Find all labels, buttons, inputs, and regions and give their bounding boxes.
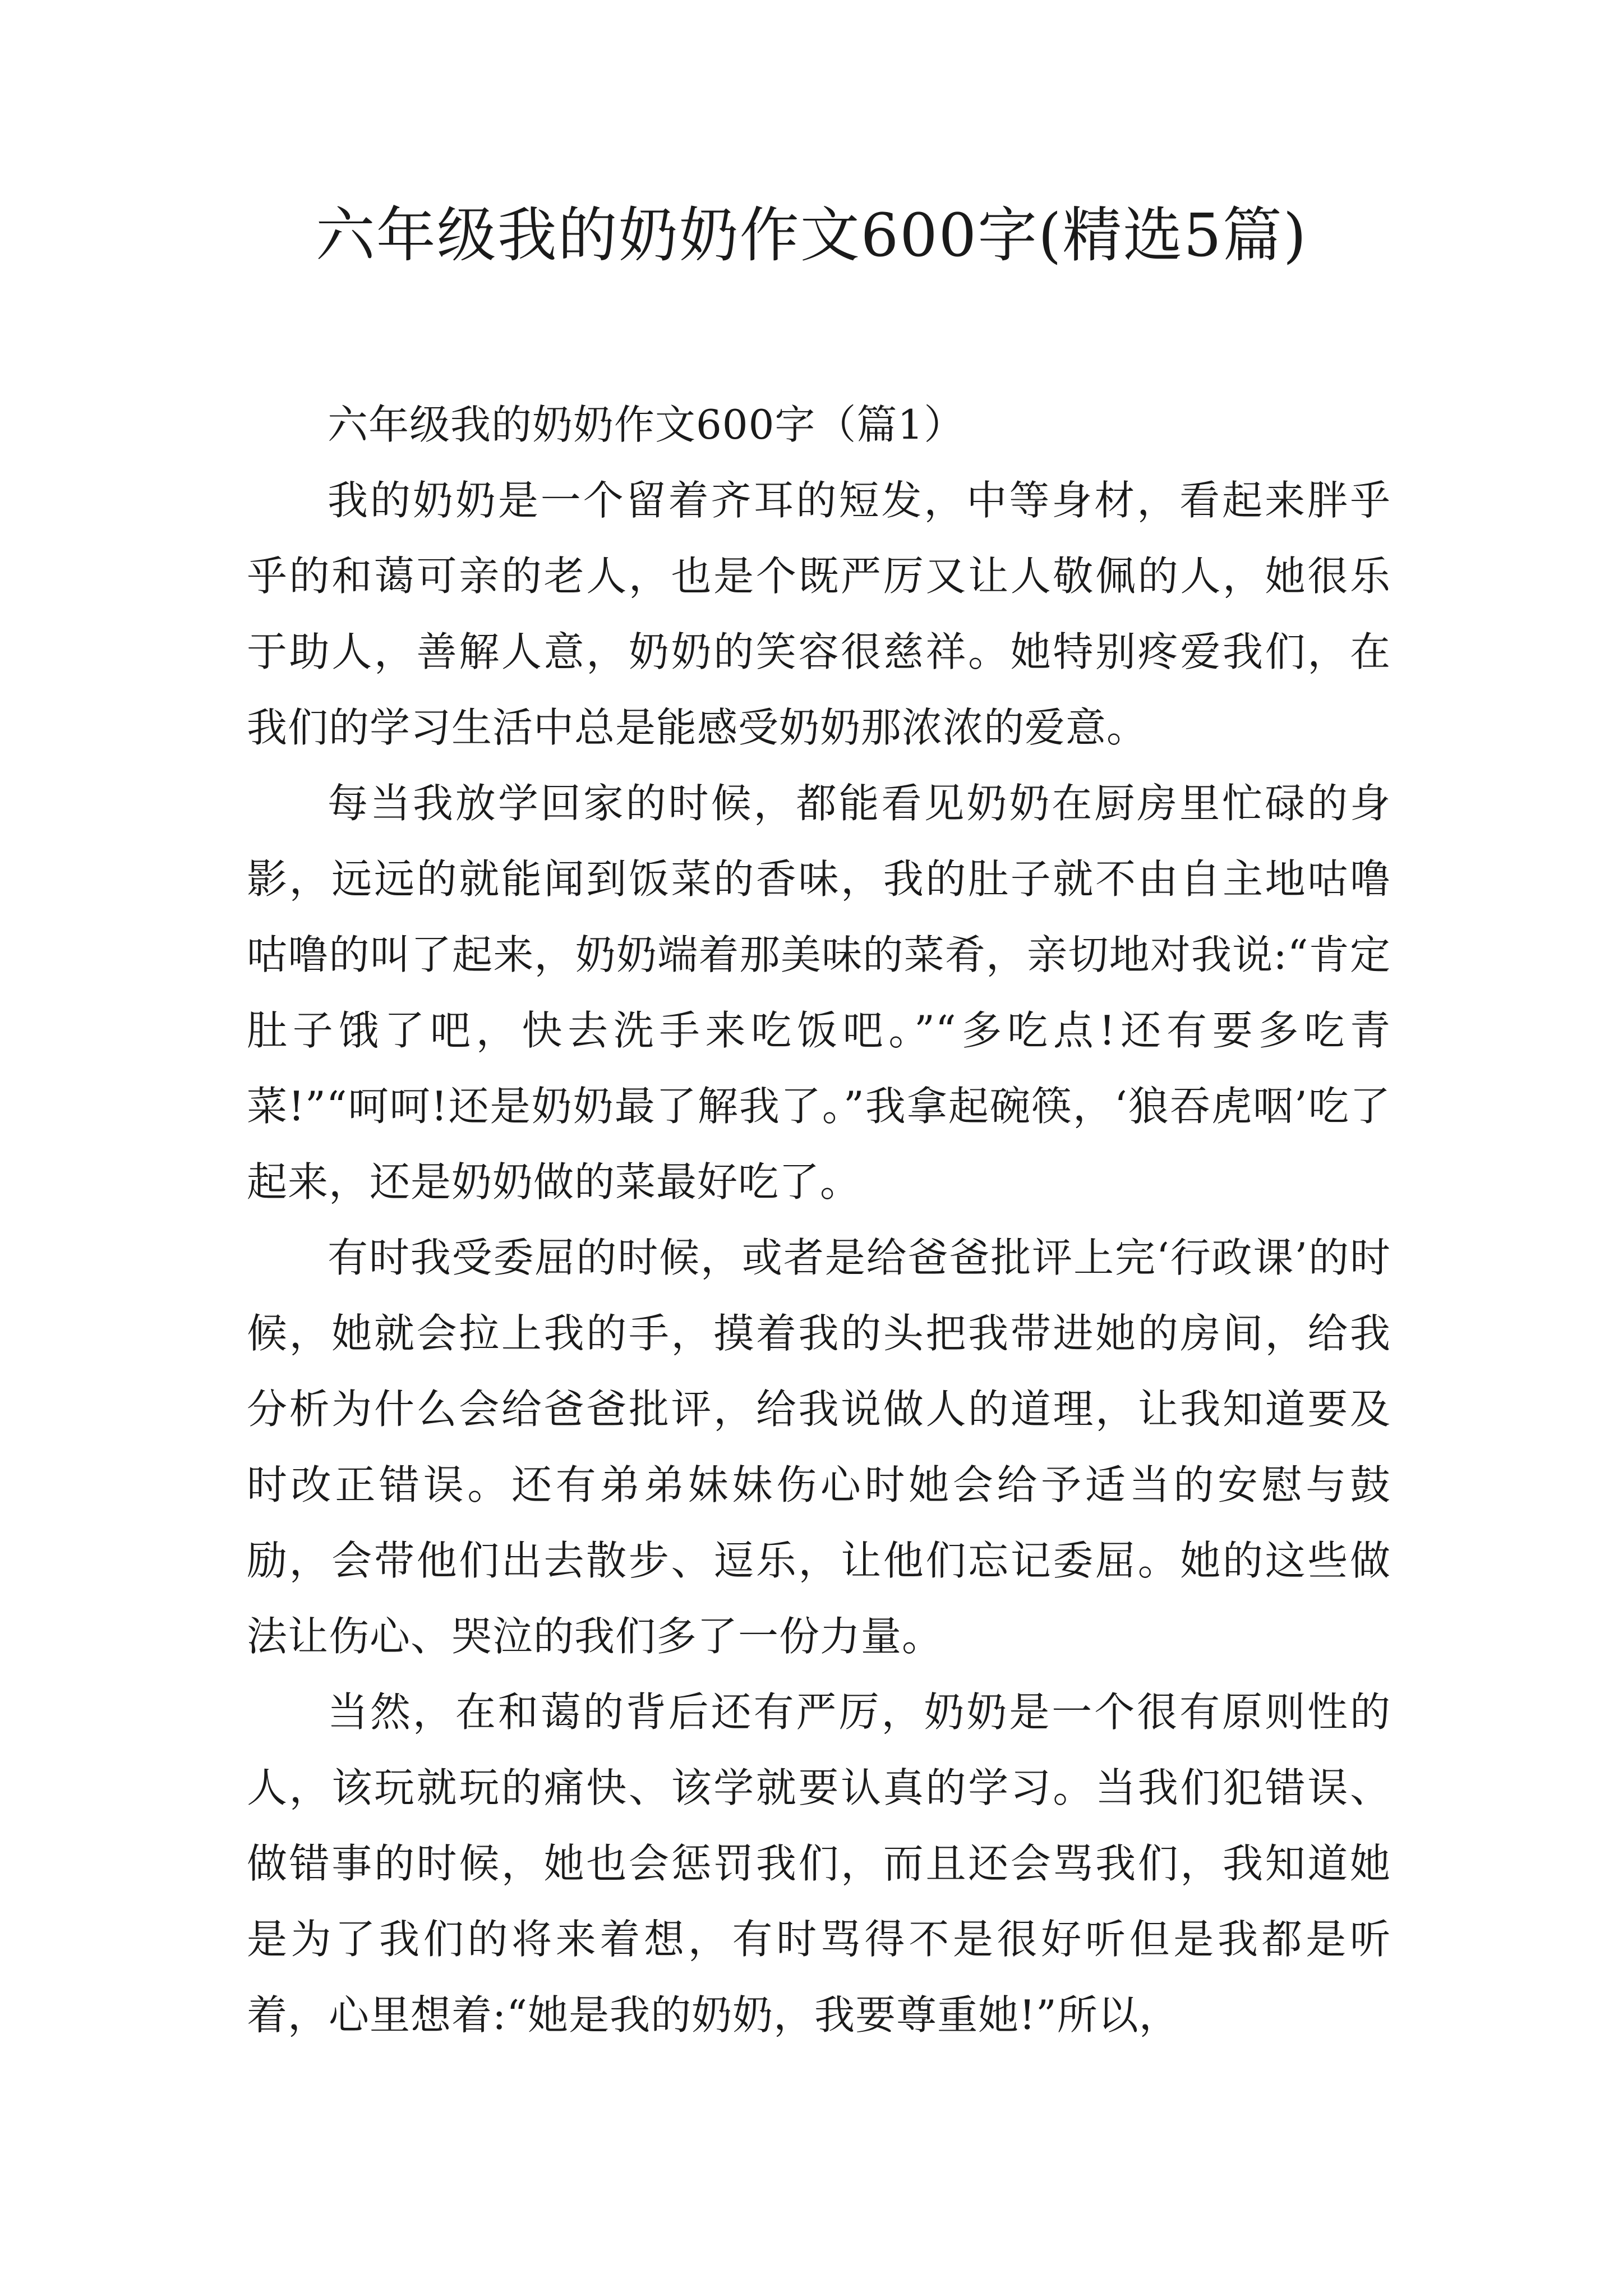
document-title: 六年级我的奶奶作文600字(精选5篇) (315, 201, 1308, 270)
document-body (247, 387, 1391, 2053)
paragraph-2: 每当我放学回家的时候，都能看见奶奶在厨房里忙碌的身影，远远的就能闻到饭菜的香味，我的肚子就不由自主地咕噜咕噜的叫了起来，奶奶端着那美味的菜肴，亲切地对我说:“肯定肚子饿了吧，快去洗手来吃饭吧。”“多吃点!还有要多吃青菜!”“呵呵!还是奶奶最了解我了。”我拿起碗筷，‘狼吞虎咽’吃了起来，还是奶奶做的菜最好吃了。 (247, 780, 1391, 1205)
section-heading: 六年级我的奶奶作文600字（篇1） (328, 401, 965, 448)
paragraph-1: 我的奶奶是一个留着齐耳的短发，中等身材，看起来胖乎乎的和蔼可亲的老人，也是个既严厉又让人敬佩的人，她很乐于助人，善解人意，奶奶的笑容很慈祥。她特别疼爱我们，在我们的学习生活中总是能感受奶奶那浓浓的爱意。 (247, 477, 1391, 751)
paragraph-3: 有时我受委屈的时候，或者是给爸爸批评上完‘行政课’的时候，她就会拉上我的手，摸着我的头把我带进她的房间，给我分析为什么会给爸爸批评，给我说做人的道理，让我知道要及时改正错误。还有弟弟妹妹伤心时她会给予适当的安慰与鼓励，会带他们出去散步、逗乐，让他们忘记委屈。她的这些做法让伤心、哭泣的我们多了一份力量。 (247, 1234, 1391, 1660)
paragraph-4: 当然，在和蔼的背后还有严厉，奶奶是一个很有原则性的人，该玩就玩的痛快、该学就要认真的学习。当我们犯错误、做错事的时候，她也会惩罚我们，而且还会骂我们，我知道她是为了我们的将来着想，有时骂得不是很好听但是我都是听着，心里想着:“她是我的奶奶，我要尊重她!”所以， (247, 1688, 1391, 2039)
